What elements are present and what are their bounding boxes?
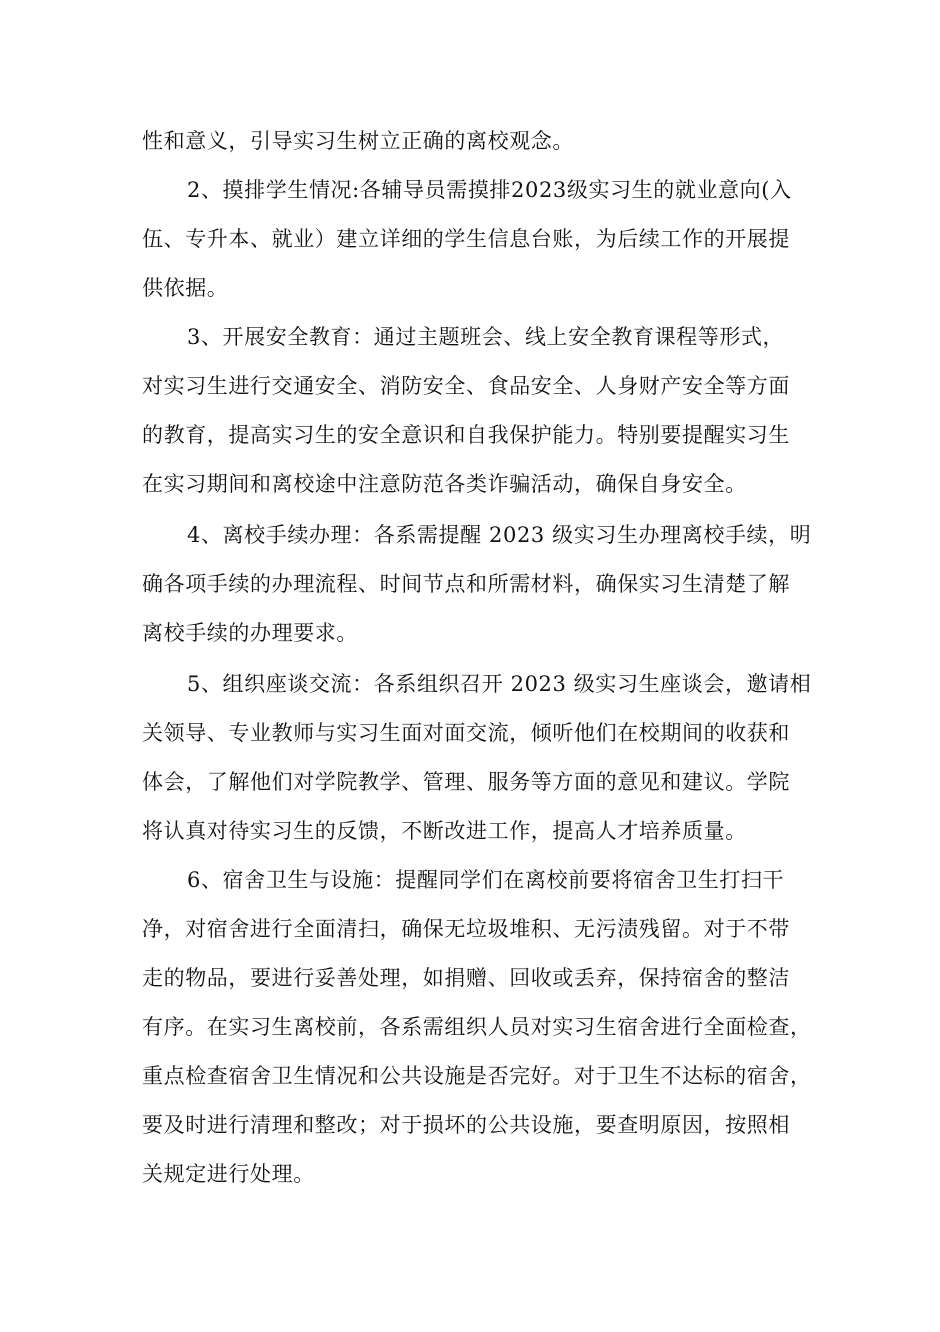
text-line-12: 5、组织座谈交流：各系组织召开 2023 级实习生座谈会，邀请相 bbox=[187, 672, 812, 696]
text-line-5: 3、开展安全教育：通过主题班会、线上安全教育课程等形式， bbox=[187, 325, 785, 349]
text-line-3: 伍、专升本、就业）建立详细的学生信息台账，为后续工作的开展提 bbox=[142, 227, 790, 251]
text-line-10: 确各项手续的办理流程、时间节点和所需材料，确保实习生清楚了解 bbox=[142, 572, 790, 596]
text-line-14: 体会，了解他们对学院教学、管理、服务等方面的意见和建议。学院 bbox=[142, 770, 790, 794]
text-line-13: 关领导、专业教师与实习生面对面交流，倾听他们在校期间的收获和 bbox=[142, 721, 790, 745]
text-line-4: 供依据。 bbox=[142, 276, 229, 300]
text-line-9: 4、离校手续办理：各系需提醒 2023 级实习生办理离校手续，明 bbox=[187, 523, 812, 547]
text-line-1: 性和意义，引导实习生树立正确的离校观念。 bbox=[142, 129, 574, 153]
text-line-16: 6、宿舍卫生与设施：提醒同学们在离校前要将宿舍卫生打扫干 bbox=[187, 868, 785, 892]
text-line-15: 将认真对待实习生的反馈，不断改进工作，提高人才培养质量。 bbox=[142, 819, 747, 843]
text-line-18: 走的物品，要进行妥善处理，如捐赠、回收或丢弃，保持宿舍的整洁 bbox=[142, 966, 790, 990]
text-line-17: 净，对宿舍进行全面清扫，确保无垃圾堆积、无污渍残留。对于不带 bbox=[142, 917, 790, 941]
text-line-2: 2、摸排学生情况:各辅导员需摸排2023级实习生的就业意向(入 bbox=[187, 178, 792, 202]
text-line-11: 离校手续的办理要求。 bbox=[142, 621, 358, 645]
text-line-19: 有序。在实习生离校前，各系需组织人员对实习生宿舍进行全面检查， bbox=[142, 1015, 812, 1039]
text-line-22: 关规定进行处理。 bbox=[142, 1162, 315, 1186]
text-line-20: 重点检查宿舍卫生情况和公共设施是否完好。对于卫生不达标的宿舍， bbox=[142, 1064, 812, 1088]
text-line-8: 在实习期间和离校途中注意防范各类诈骗活动，确保自身安全。 bbox=[142, 472, 747, 496]
text-line-21: 要及时进行清理和整改；对于损坏的公共设施，要查明原因，按照相 bbox=[142, 1113, 790, 1137]
text-line-7: 的教育，提高实习生的安全意识和自我保护能力。特别要提醒实习生 bbox=[142, 423, 790, 447]
text-line-6: 对实习生进行交通安全、消防安全、食品安全、人身财产安全等方面 bbox=[142, 374, 790, 398]
